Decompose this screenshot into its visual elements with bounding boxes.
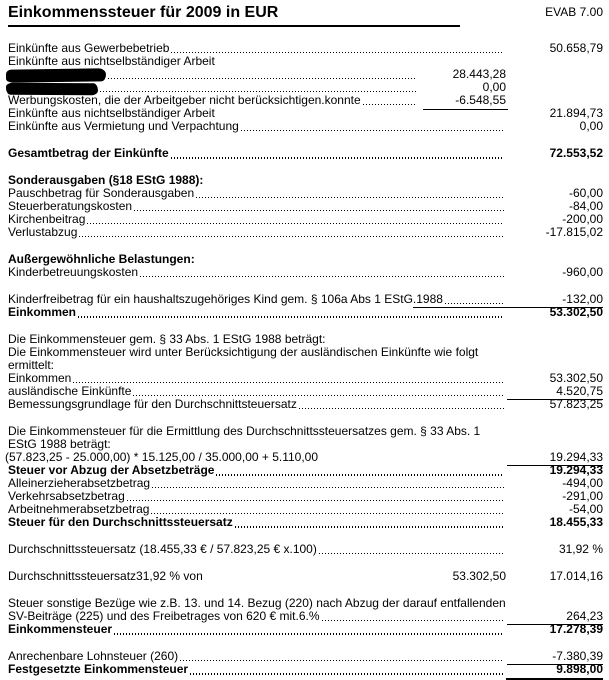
line-label: Festgesetzte Einkommensteuer (8, 662, 189, 676)
outer-amount: 31,92 % (558, 542, 603, 556)
line-item (8, 55, 603, 68)
line-label: Steuer vor Abzug der Absetzbeträge (8, 463, 215, 477)
outer-amount: 53.302,50 (549, 371, 603, 385)
line-label: Einkommen (8, 371, 72, 385)
line-label: Pauschbetrag für Sonderausgaben (8, 186, 195, 200)
dot-leader (100, 91, 416, 92)
dot-leader (140, 276, 504, 277)
line-label: Die Einkommensteuer wird unter Berücksichtigung der ausländischen Einkünfte wie folgt (8, 345, 479, 359)
section-gap (8, 239, 603, 253)
line-label: Steuer für den Durchschnittssteuersatz (8, 515, 233, 529)
line-item (8, 543, 603, 556)
outer-amount: -60,00 (568, 186, 603, 200)
line-label: Werbungskosten, die der Arbeitgeber nicht berücksichtigen.konnte (8, 93, 361, 107)
dot-leader (235, 526, 504, 528)
line-label: Einkünfte aus nichtselbständiger Arbeit (8, 106, 215, 120)
line-item (8, 663, 603, 676)
inner-amount: 28.443,28 (452, 67, 506, 81)
line-label: Einkommen (8, 305, 77, 319)
outer-amount: 264,23 (566, 609, 603, 623)
dot-leader (114, 633, 504, 635)
line-item (8, 516, 603, 529)
dot-leader (108, 78, 416, 79)
redacted-line-item (8, 68, 603, 81)
dot-leader (133, 395, 504, 396)
outer-amount: -494,00 (562, 476, 603, 490)
dot-leader (299, 408, 504, 409)
outer-amount: -7.380,39 (552, 649, 603, 663)
line-item (8, 200, 603, 213)
line-label: Alleinerzieherabsetzbetrag (8, 476, 151, 490)
line-item (8, 213, 603, 226)
outer-amount: -132,00 (562, 292, 603, 306)
version-label: EVAB 7.00 (545, 5, 603, 19)
line-label: Durchschnittssteuersatz31,92 % von (8, 569, 203, 583)
outer-amount: -54,00 (568, 502, 603, 516)
line-label: Steuer sonstige Bezüge wie z.B. 13. und 14. Bezug (220) nach Abzug der darauf entfallenden (8, 596, 506, 610)
dot-leader (363, 104, 416, 105)
outer-amount: 53.302,50 (549, 305, 603, 319)
title-underline (8, 25, 460, 27)
dot-leader (241, 130, 504, 131)
line-item (8, 147, 603, 160)
section-gap (8, 160, 603, 174)
section-gap (8, 133, 603, 147)
section-gap (8, 583, 603, 597)
page-title: Einkommenssteuer für 2009 in EUR (8, 4, 279, 21)
section-gap (8, 319, 603, 333)
section-gap (8, 529, 603, 543)
line-label: Einkünfte aus nichtselbständiger Arbeit (8, 54, 215, 68)
line-label: Außergewöhnliche Belastungen: (8, 252, 195, 266)
line-item (8, 306, 603, 319)
outer-amount: 57.823,25 (549, 397, 603, 411)
line-label: Einkommensteuer (8, 622, 113, 636)
line-item (8, 359, 603, 372)
dot-leader (151, 513, 504, 514)
line-label: Durchschnittssteuersatz (18.455,33 € / 57.823,25 € x.100) (8, 542, 317, 556)
dot-leader (134, 210, 504, 211)
dot-leader (322, 620, 504, 621)
outer-amount: 9.898,00 (556, 662, 603, 676)
inner-amount: 0,00 (482, 80, 506, 94)
line-label: Verkehrsabsetzbetrag (8, 489, 125, 503)
section-gap (8, 556, 603, 570)
outer-amount: 18.455,33 (549, 515, 603, 529)
dot-leader (73, 382, 504, 383)
dot-leader (79, 236, 504, 237)
outer-amount: 21.894,73 (549, 106, 603, 120)
outer-amount: -960,00 (562, 265, 603, 279)
section-gap (8, 411, 603, 425)
inner-amount: 53.302,50 (452, 569, 506, 583)
line-item (8, 623, 603, 636)
section-gap (8, 636, 603, 650)
outer-amount: -17.815,02 (545, 225, 603, 239)
dot-leader (152, 487, 504, 488)
outer-amount: -84,00 (568, 199, 603, 213)
line-label: ausländische Einkünfte (8, 384, 132, 398)
line-label: Kirchenbeitrag (8, 212, 86, 226)
inner-amount: -6.548,55 (455, 93, 506, 107)
dot-leader (87, 223, 504, 224)
line-label: Anrechenbare Lohnsteuer (260) (8, 649, 179, 663)
line-label: Die Einkommensteuer für die Ermittlung des Durchschnittssteuersatzes gem. § 33 Abs. 1 (8, 424, 481, 438)
line-label: Verlustabzug (8, 225, 78, 239)
dot-leader (127, 500, 504, 501)
dot-leader (445, 303, 504, 304)
outer-amount: 19.294,33 (549, 463, 603, 477)
dot-leader (180, 660, 504, 661)
dot-leader (171, 52, 504, 53)
outer-amount: 50.658,79 (549, 41, 603, 55)
dot-leader (190, 673, 504, 675)
line-label: Kinderfreibetrag für ein haushaltszugehöriges Kind gem. § 106a Abs 1 EStG.1988 (8, 292, 443, 306)
outer-amount: -291,00 (562, 489, 603, 503)
line-label: Steuerberatungskosten (8, 199, 133, 213)
dot-leader (78, 316, 504, 318)
line-item (8, 266, 603, 279)
dot-leader (216, 474, 504, 476)
line-label: ermittelt: (8, 358, 55, 372)
statement-rows (5, 41, 603, 676)
document-header (8, 4, 603, 22)
outer-amount: 4.520,75 (556, 384, 603, 398)
dot-leader (196, 197, 504, 198)
line-label: Einkünfte aus Vermietung und Verpachtung (8, 119, 239, 133)
section-gap (8, 279, 603, 293)
line-label: Gesamtbetrag der Einkünfte (8, 146, 169, 160)
line-item (8, 570, 603, 583)
outer-amount: 0,00 (579, 119, 603, 133)
line-label: Die Einkommensteuer gem. § 33 Abs. 1 EStG 1988 beträgt: (8, 332, 326, 346)
outer-amount: 17.278,39 (549, 622, 603, 636)
outer-amount: 17.014,16 (549, 569, 603, 583)
line-label: SV-Beiträge (225) und des Freibetrages von 620 € mit.6.% (8, 609, 320, 623)
line-label: EStG 1988 beträgt: (8, 437, 111, 451)
line-label: Einkünfte aus Gewerbebetrieb (8, 41, 170, 55)
line-item (8, 226, 603, 239)
line-label: Kinderbetreuungskosten (8, 265, 139, 279)
dot-leader (171, 157, 504, 159)
line-item (8, 398, 603, 411)
dot-leader (319, 553, 504, 554)
line-label: Sonderausgaben (§18 EStG 1988): (8, 173, 204, 187)
line-label: Arbeitnehmerabsetzbetrag (8, 502, 150, 516)
outer-amount: 19.294,33 (549, 450, 603, 464)
outer-amount: 72.553,52 (549, 146, 603, 160)
line-label: (57.823,25 - 25.000,00) * 15.125,00 / 35.000,00 + 5.110,00 (5, 450, 319, 464)
line-item (8, 293, 603, 306)
outer-amount: -200,00 (562, 212, 603, 226)
line-item (8, 346, 603, 359)
line-item (8, 120, 603, 133)
line-label: Bemessungsgrundlage für den Durchschnittsteuersatz (8, 397, 297, 411)
